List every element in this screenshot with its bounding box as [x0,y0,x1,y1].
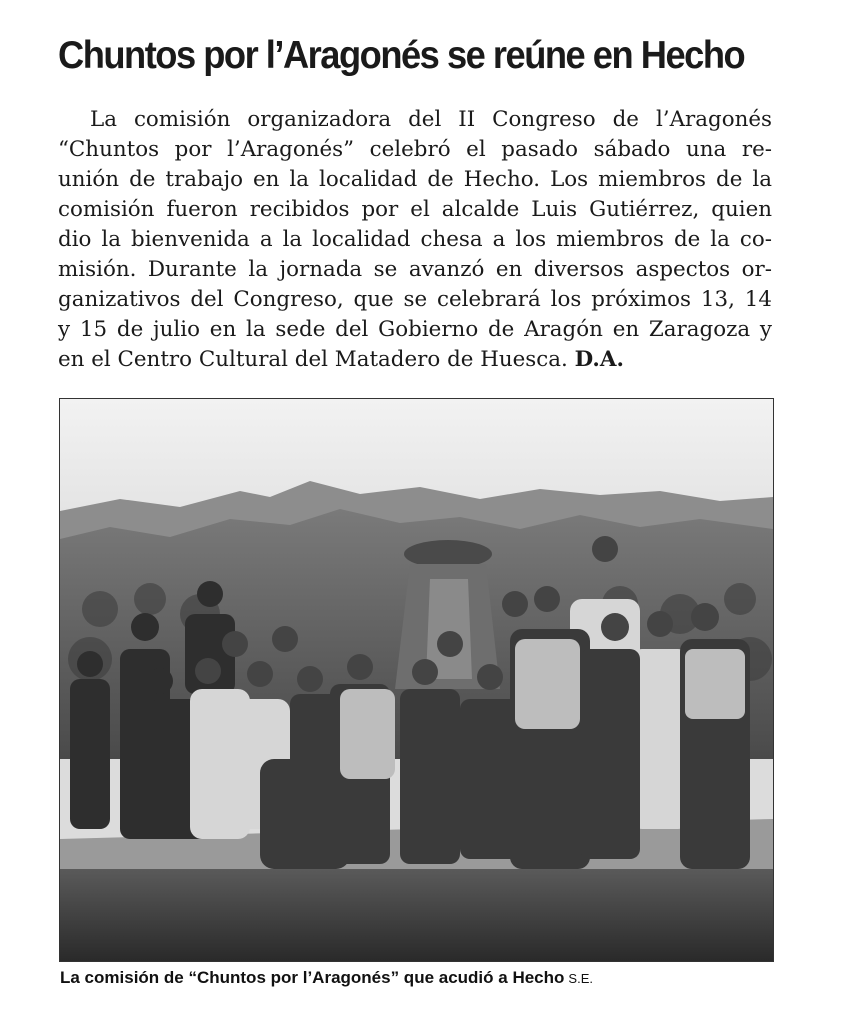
body-line: La comisión organizadora del II Congreso de l’Aragonés [90,107,772,132]
body-line: misión. Durante la jornada se avanzó en diversos aspectos or- [58,257,772,282]
body-line-text: en el Centro Cultural del Matadero de Huesca. [58,347,568,372]
photo-caption [60,968,800,988]
body-line: “Chuntos por l’Aragonés” celebró el pasado sábado una re- [58,137,772,162]
group-photo [59,398,774,962]
body-line: y 15 de julio en la sede del Gobierno de Aragón en Zaragoza y [58,317,772,342]
article-body [58,105,772,375]
body-line: unión de trabajo en la localidad de Hecho. Los miembros de la [58,167,772,192]
body-line-last [58,345,772,375]
body-line: ganizativos del Congreso, que se celebrará los próximos 13, 14 [58,287,772,312]
body-line: dio la bienvenida a la localidad chesa a los miembros de la co- [58,227,772,252]
body-line: comisión fueron recibidos por el alcalde Luis Gutiérrez, quien [58,197,772,222]
caption-text: La comisión de “Chuntos por l’Aragonés” que acudió a Hecho [60,968,565,987]
author-signature: D.A. [574,347,624,372]
headline: Chuntos por l’Aragonés se reúne en Hecho [58,34,745,77]
photo-credit: S.E. [568,971,593,986]
grass [60,869,773,961]
